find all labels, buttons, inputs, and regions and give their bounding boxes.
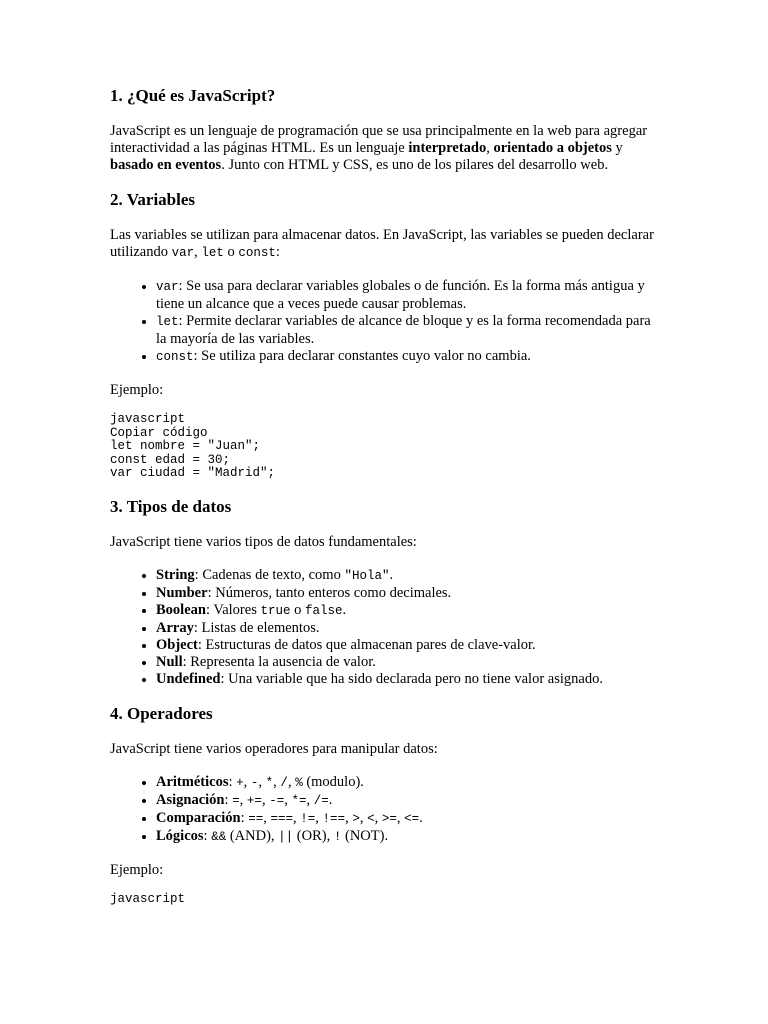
text: : Se usa para declarar variables globales o de función. Es la forma más antigua y tiene un alcance que a veces puede causar problemas. xyxy=(156,278,645,312)
bold-term: Lógicos xyxy=(156,827,204,844)
text: : xyxy=(240,809,249,826)
text: o xyxy=(290,601,305,618)
bold-term: orientado a objetos xyxy=(493,140,612,156)
list-item xyxy=(156,567,655,585)
data-types-list xyxy=(110,567,655,688)
bold-term: Object xyxy=(156,636,198,653)
bold-term: Array xyxy=(156,619,194,636)
text: , xyxy=(486,140,494,156)
bold-term: Null xyxy=(156,653,183,670)
text: , xyxy=(396,809,405,826)
list-item xyxy=(156,585,655,602)
inline-code: > xyxy=(352,811,360,826)
code-block[interactable]: javascript xyxy=(110,891,186,906)
inline-code: === xyxy=(270,811,294,826)
inline-code: var xyxy=(156,280,179,294)
inline-code: ! xyxy=(333,829,342,844)
code-block[interactable]: javascript Copiar código let nombre = "Juan"; const edad = 30; var ciudad = "Madrid"; xyxy=(110,412,276,480)
section-3-intro: JavaScript tiene varios tipos de datos fundamentales: xyxy=(110,533,417,550)
bold-term: Asignación xyxy=(156,791,225,808)
inline-code: + xyxy=(236,775,244,790)
bold-term: Aritméticos xyxy=(156,773,229,790)
inline-code: !== xyxy=(322,811,346,826)
text: , xyxy=(287,773,296,790)
list-item xyxy=(156,637,655,654)
text: . xyxy=(389,566,394,583)
section-3-heading: 3. Tipos de datos xyxy=(110,496,232,516)
text: : Valores xyxy=(205,601,261,618)
section-2-paragraph xyxy=(110,227,655,262)
text: , xyxy=(374,809,382,826)
list-item xyxy=(156,278,655,313)
list-item xyxy=(156,348,655,366)
text: : xyxy=(203,827,212,844)
inline-code: || xyxy=(278,829,294,844)
text: JavaScript es un lenguaje de programación que se usa principalmente en la web para agregar interactividad a las páginas HTML. Es un lenguaje xyxy=(110,123,648,156)
list-item xyxy=(156,671,655,688)
section-1-paragraph xyxy=(110,123,655,174)
bold-term: String xyxy=(156,566,195,583)
text: : xyxy=(228,773,237,790)
text: , xyxy=(273,773,281,790)
inline-code: - xyxy=(250,775,259,790)
inline-code: true xyxy=(260,603,291,618)
inline-code: = xyxy=(232,793,240,808)
example-label: Ejemplo: xyxy=(110,861,164,878)
inline-code: const xyxy=(238,246,276,260)
text: o xyxy=(223,244,239,260)
inline-code: var xyxy=(171,246,195,260)
bold-term: Undefined xyxy=(156,670,221,687)
text: : xyxy=(275,244,280,260)
bold-term: interpretado xyxy=(408,140,487,156)
inline-code: let xyxy=(156,315,179,329)
list-item xyxy=(156,602,655,620)
text: . xyxy=(328,791,333,808)
inline-code: += xyxy=(246,793,262,808)
section-1-heading: 1. ¿Qué es JavaScript? xyxy=(110,86,276,105)
text: , xyxy=(315,809,323,826)
section-2-heading: 2. Variables xyxy=(110,190,196,209)
text: : xyxy=(224,791,233,808)
operators-list xyxy=(110,774,655,846)
list-item xyxy=(156,774,655,792)
text: : Una variable que ha sido declarada pero no tiene valor asignado. xyxy=(220,670,603,687)
text: , xyxy=(284,791,292,808)
inline-code: < xyxy=(367,811,375,826)
text: : Números, tanto enteros como decimales. xyxy=(207,584,452,601)
text: , xyxy=(243,773,251,790)
text: : Listas de elementos. xyxy=(193,619,320,636)
section-4-heading: 4. Operadores xyxy=(110,703,213,723)
text: , xyxy=(359,809,368,826)
text: (AND), xyxy=(226,827,279,844)
text: : Permite declarar variables de alcance de bloque y es la forma recomendada para la mayoría de las variables. xyxy=(156,313,651,347)
example-label: Ejemplo: xyxy=(110,382,164,398)
inline-code: const xyxy=(156,350,194,364)
text: , xyxy=(293,809,301,826)
list-item xyxy=(156,810,655,828)
text: . xyxy=(342,601,347,618)
text: y xyxy=(611,140,623,156)
bold-term: Boolean xyxy=(156,601,206,618)
bold-term: Comparación xyxy=(156,809,241,826)
inline-code: *= xyxy=(291,793,307,808)
inline-code: * xyxy=(265,775,274,790)
text: (OR), xyxy=(293,827,334,844)
section-4-intro: JavaScript tiene varios operadores para manipular datos: xyxy=(110,740,438,757)
inline-code: false xyxy=(304,603,343,618)
text: Las variables se utilizan para almacenar datos. En JavaScript, las variables se pueden declarar utilizando xyxy=(110,227,654,260)
inline-code: == xyxy=(248,811,264,826)
list-item xyxy=(156,620,655,637)
inline-code: % xyxy=(295,775,303,790)
text: : Se utiliza para declarar constantes cuyo valor no cambia. xyxy=(193,348,531,364)
inline-code: <= xyxy=(404,811,420,826)
text: . Junto con HTML y CSS, es uno de los pilares del desarrollo web. xyxy=(221,157,609,173)
list-item xyxy=(156,313,655,348)
list-item xyxy=(156,828,655,846)
variables-list xyxy=(110,278,655,366)
list-item xyxy=(156,792,655,810)
text: (modulo). xyxy=(302,773,364,790)
text: , xyxy=(239,791,247,808)
bold-term: Number xyxy=(156,584,208,601)
text: , xyxy=(261,791,270,808)
text: , xyxy=(306,791,314,808)
inline-code: "Hola" xyxy=(344,568,390,583)
text: : Cadenas de texto, como xyxy=(194,566,345,583)
inline-code: / xyxy=(280,775,288,790)
inline-code: /= xyxy=(313,793,329,808)
inline-code: != xyxy=(300,811,316,826)
text: , xyxy=(263,809,271,826)
list-item xyxy=(156,654,655,671)
text: . xyxy=(419,809,423,826)
text: , xyxy=(258,773,266,790)
text: (NOT). xyxy=(341,827,389,844)
text: : Estructuras de datos que almacenan pares de clave-valor. xyxy=(197,636,536,653)
text: , xyxy=(345,809,353,826)
inline-code: let xyxy=(201,246,224,260)
inline-code: -= xyxy=(269,793,285,808)
text: : Representa la ausencia de valor. xyxy=(182,653,376,670)
document-content xyxy=(110,86,655,906)
bold-term: basado en eventos xyxy=(110,157,222,173)
text: , xyxy=(194,244,202,260)
inline-code: >= xyxy=(381,811,397,826)
inline-code: && xyxy=(211,829,227,844)
